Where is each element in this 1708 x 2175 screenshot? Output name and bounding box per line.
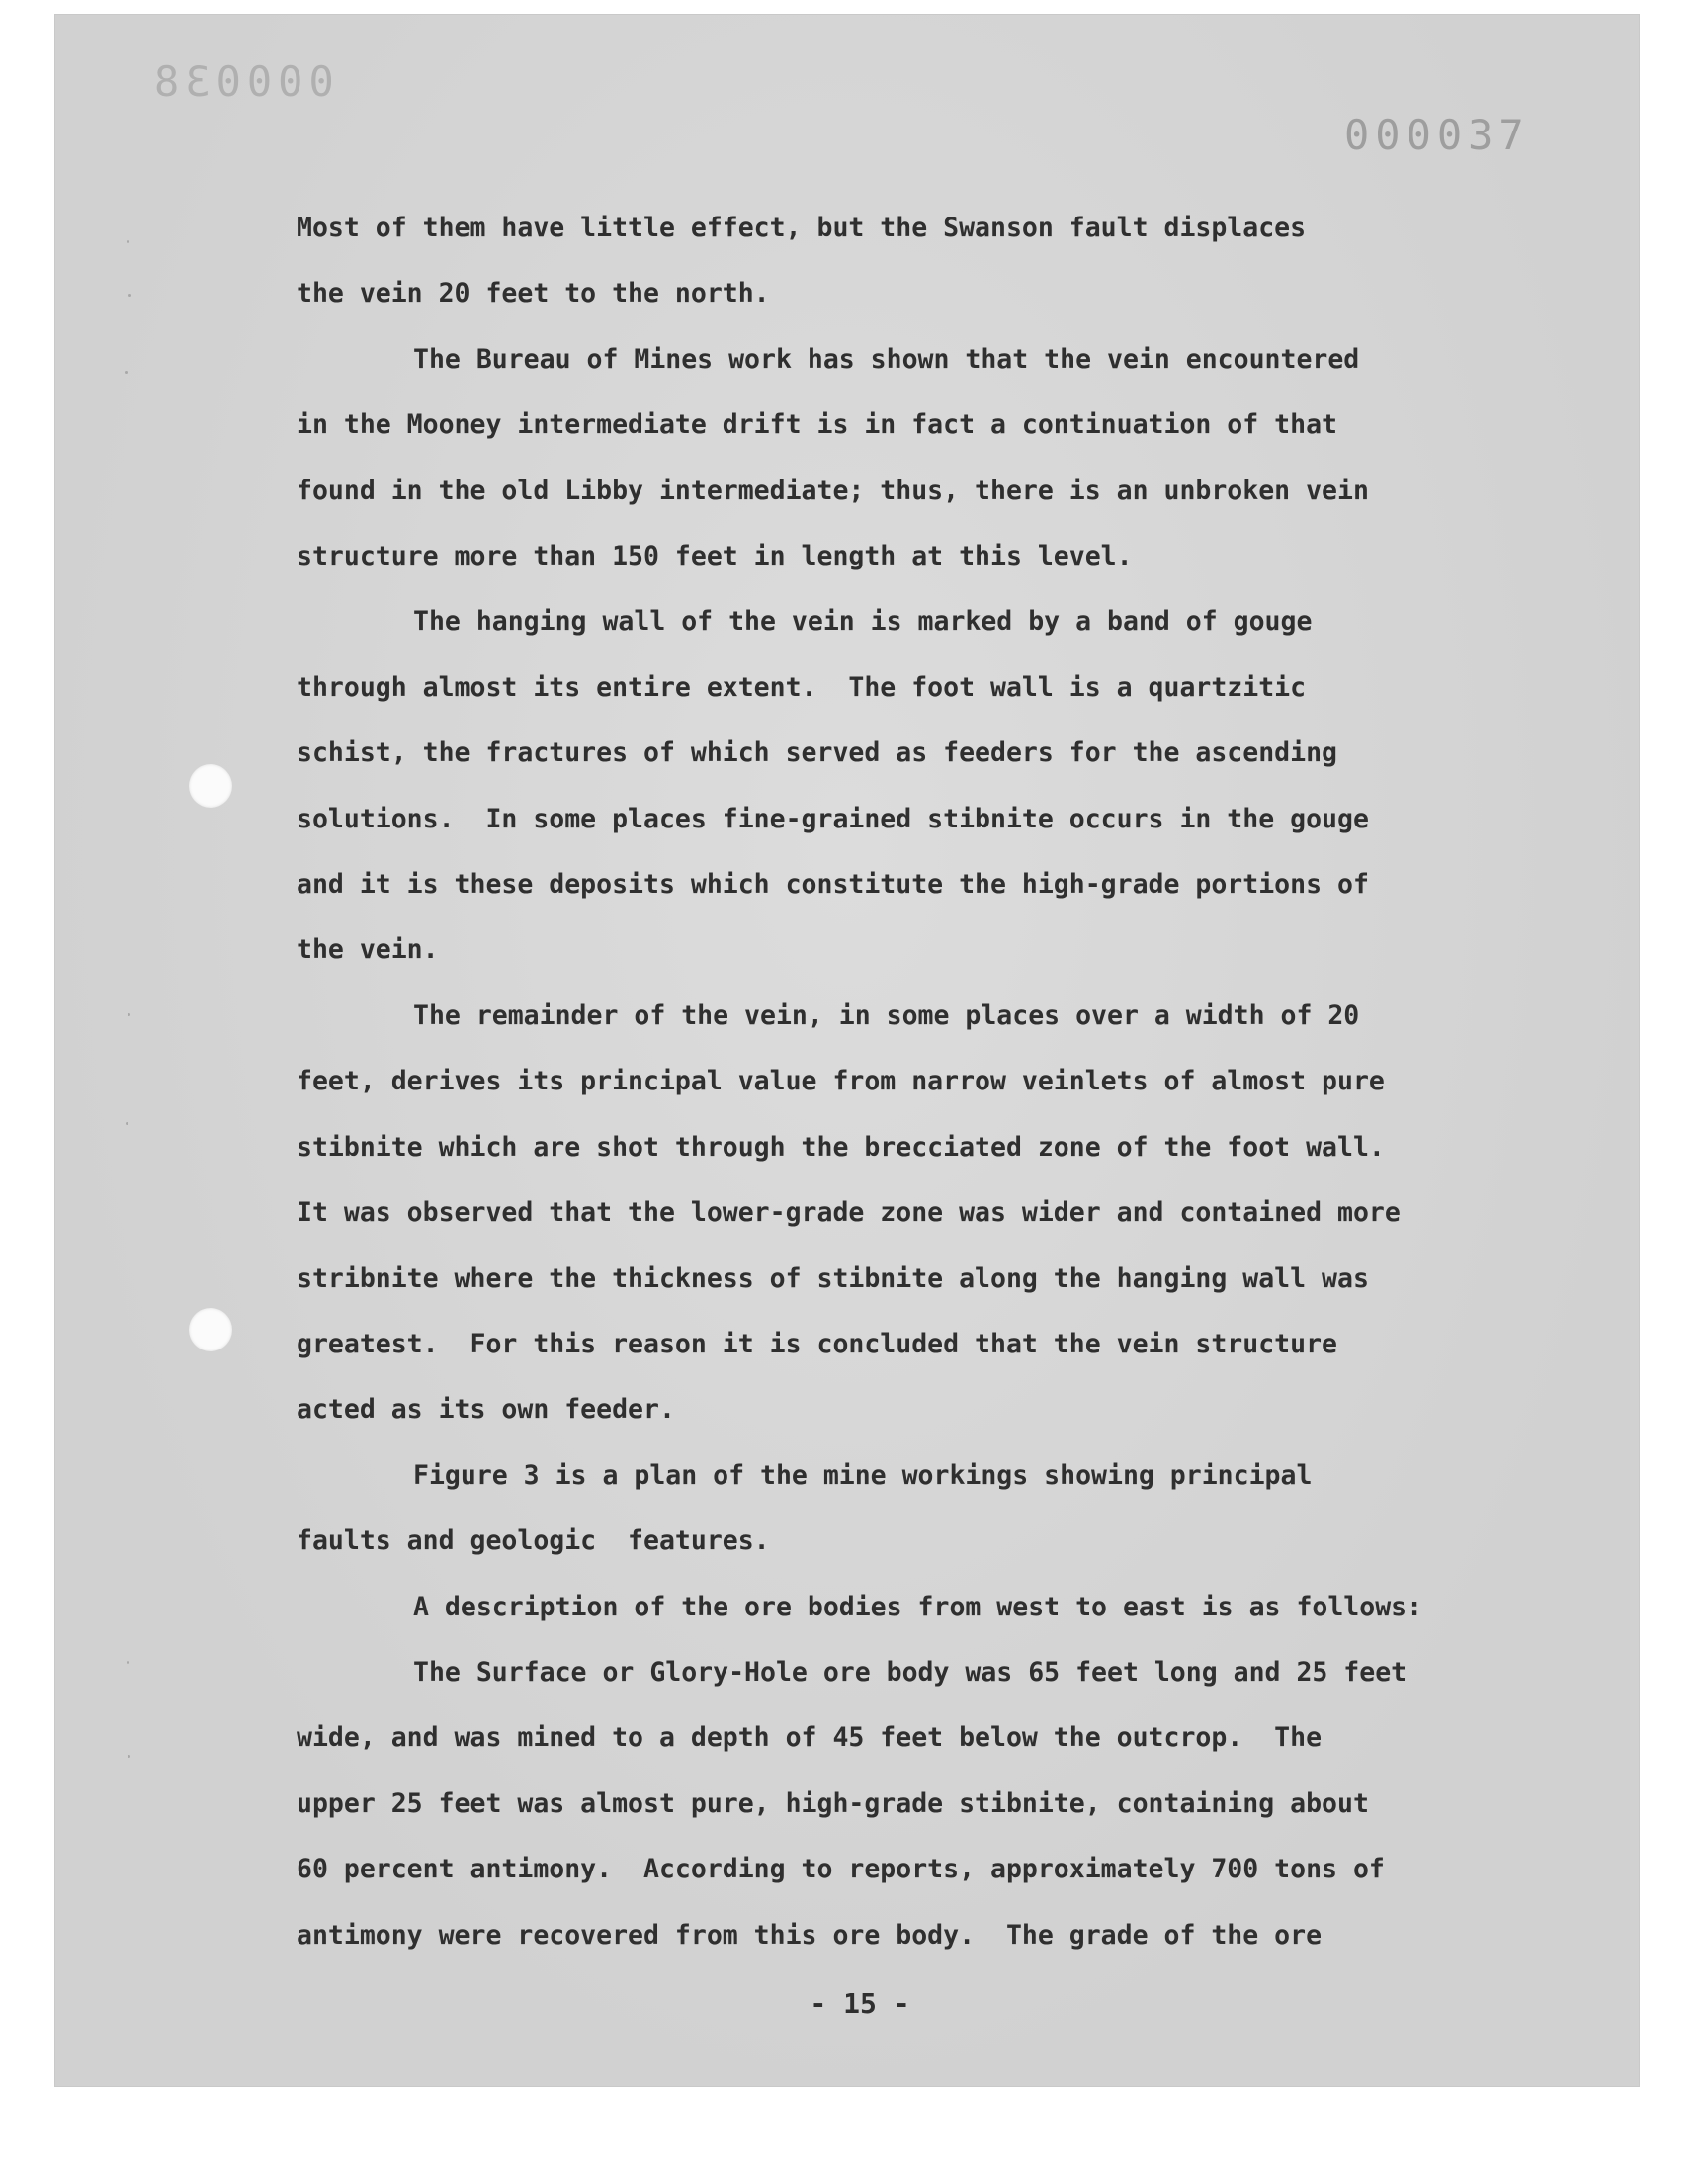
paper-speck: [128, 294, 131, 297]
text-line: solutions. In some places fine-grained stibnite occurs in the gouge: [297, 803, 1369, 834]
text-line: wide, and was mined to a depth of 45 feet below the outcrop. The: [297, 1722, 1323, 1754]
paragraph-first-line: The remainder of the vein, in some places over a width of 20: [413, 1000, 1360, 1031]
body-text: [297, 196, 1483, 1968]
text-line: schist, the fractures of which served as feeders for the ascending: [297, 738, 1337, 769]
paragraph-first-line: A description of the ore bodies from west to east is as follows:: [413, 1591, 1423, 1622]
text-line: in the Mooney intermediate drift is in fact a continuation of that: [297, 409, 1337, 441]
page-number: - 15 -: [810, 1987, 910, 2020]
text-line: stibnite which are shot through the brecciated zone of the foot wall.: [297, 1131, 1385, 1163]
paper-speck: [128, 1013, 130, 1016]
paper-speck: [127, 240, 129, 243]
text-line: greatest. For this reason it is concluded that the vein structure: [297, 1328, 1337, 1359]
paper-speck: [126, 1122, 128, 1125]
paragraph-first-line: The Surface or Glory-Hole ore body was 65 feet long and 25 feet: [413, 1656, 1408, 1688]
text-line: 60 percent antimony. According to reports, approximately 700 tons of: [297, 1854, 1385, 1885]
text-line: feet, derives its principal value from narrow veinlets of almost pure: [297, 1066, 1385, 1097]
punch-hole: [189, 764, 232, 808]
punch-hole: [189, 1308, 232, 1351]
text-line: It was observed that the lower-grade zone was wider and contained more: [297, 1197, 1401, 1229]
text-line: stribnite where the thickness of stibnite along the hanging wall was: [297, 1262, 1369, 1294]
text-line: the vein 20 feet to the north.: [297, 278, 770, 309]
text-line: and it is these deposits which constitute the high-grade portions of: [297, 869, 1369, 901]
text-line: structure more than 150 feet in length at this level.: [297, 541, 1133, 572]
text-line: the vein.: [297, 934, 439, 966]
text-line: antimony were recovered from this ore body. The grade of the ore: [297, 1919, 1323, 1951]
paragraph-first-line: The hanging wall of the vein is marked by a band of gouge: [413, 606, 1313, 638]
text-line: Most of them have little effect, but the Swanson fault displaces: [297, 213, 1307, 243]
document-number-stamp: 000037: [1344, 111, 1530, 159]
mirrored-bleed-through-stamp: 000038: [148, 57, 334, 106]
paragraph-first-line: The Bureau of Mines work has shown that the vein encountered: [413, 343, 1360, 375]
text-line: faults and geologic features.: [297, 1525, 770, 1557]
paragraph-first-line: Figure 3 is a plan of the mine workings showing principal: [413, 1459, 1313, 1491]
paper-speck: [127, 1661, 129, 1664]
text-line: upper 25 feet was almost pure, high-grade stibnite, containing about: [297, 1787, 1369, 1819]
paper-speck: [125, 371, 128, 374]
text-line: found in the old Libby intermediate; thus, there is an unbroken vein: [297, 475, 1369, 506]
paper-speck: [128, 1755, 130, 1758]
text-line: acted as its own feeder.: [297, 1394, 675, 1426]
text-line: through almost its entire extent. The foot wall is a quartzitic: [297, 671, 1307, 703]
